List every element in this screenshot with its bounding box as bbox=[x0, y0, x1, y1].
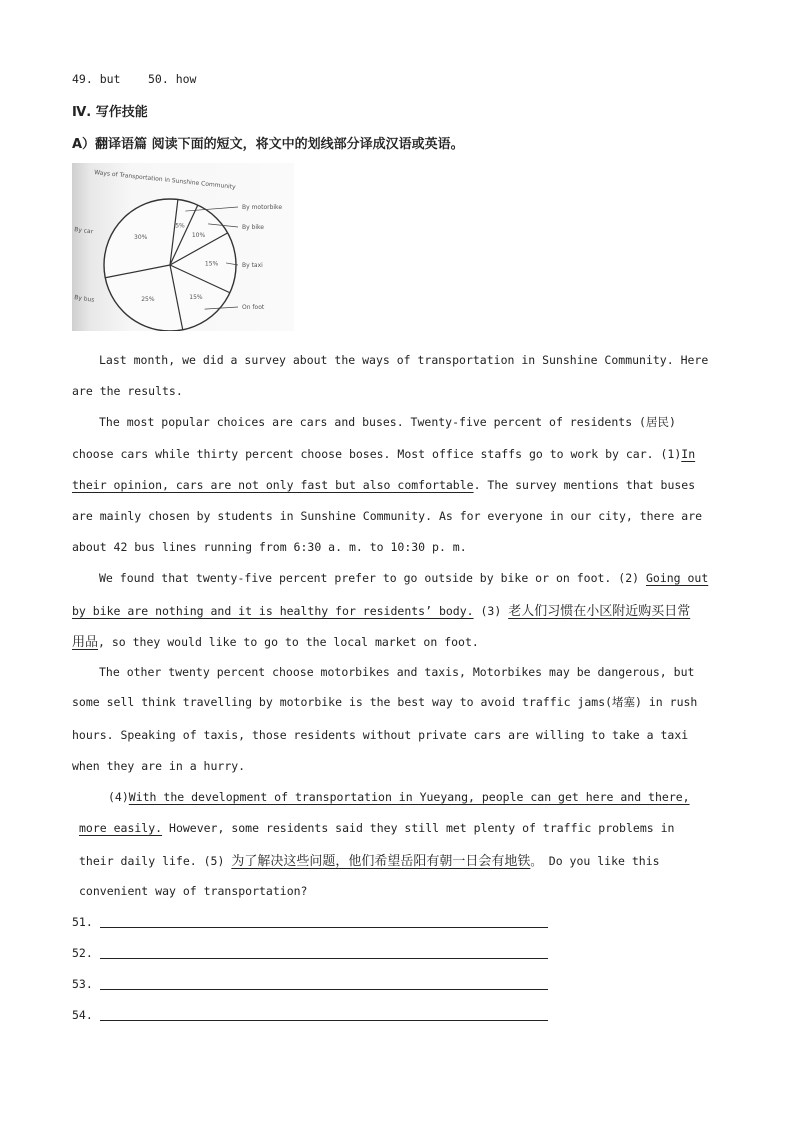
underlined-3b: 用品 bbox=[72, 635, 99, 650]
underlined-2a: Going out bbox=[645, 571, 709, 585]
answer-49: 49. but bbox=[72, 72, 121, 86]
p3-line3 bbox=[72, 631, 479, 650]
p2-line2-text: choose cars while thirty percent choose boses. Most office staffs go to work by car. (1) bbox=[72, 447, 682, 461]
side-label-by-bus: By bus bbox=[73, 294, 95, 304]
p2-line3 bbox=[72, 478, 695, 492]
p2-line1: The most popular choices are cars and buses. Twenty-five percent of residents (居民) bbox=[99, 415, 676, 429]
p2-line2 bbox=[72, 447, 695, 461]
p4-line3: hours. Speaking of taxis, those residents without private cars are willing to take a taxi bbox=[72, 728, 689, 742]
p5-line2-text: However, some residents said they still met plenty of traffic problems in bbox=[162, 821, 675, 835]
legend-label-by-motorbike: By motorbike bbox=[242, 204, 283, 211]
p1-line2: are the results. bbox=[72, 384, 183, 398]
legend-label-on-foot: On foot bbox=[242, 304, 265, 311]
blank-52-label: 52. bbox=[72, 946, 93, 960]
p5-line2 bbox=[79, 821, 674, 835]
answer-50: 50. how bbox=[148, 72, 197, 86]
p5-line3-text: their daily life. (5) bbox=[79, 854, 232, 868]
slice-label-by-car: 25% bbox=[141, 295, 155, 303]
chart-title: Ways of Transportation in Sunshine Community bbox=[93, 169, 236, 191]
p3-line1 bbox=[99, 571, 708, 585]
underlined-3a: 老人们习惯在小区附近购买日常 bbox=[508, 604, 691, 619]
blank-53-label: 53. bbox=[72, 977, 93, 991]
subsection-heading bbox=[72, 133, 464, 152]
p2-line4: are mainly chosen by students in Sunshine Community. As for everyone in our city, there are bbox=[72, 509, 703, 523]
p5-line1 bbox=[108, 790, 690, 804]
section-title: Ⅳ. 写作技能 bbox=[72, 105, 148, 120]
p5-line4: convenient way of transportation? bbox=[79, 884, 308, 898]
legend-label-by-bike: By bike bbox=[242, 224, 265, 231]
subsection-label: A）翻译语篇 bbox=[72, 137, 148, 152]
p4-line2: some sell think travelling by motorbike is the best way to avoid traffic jams(堵塞) in rush bbox=[72, 695, 698, 709]
p4-line4: when they are in a hurry. bbox=[72, 759, 246, 773]
blank-53-line[interactable] bbox=[100, 989, 548, 990]
marker-4: (4) bbox=[108, 790, 129, 804]
p5-line3 bbox=[79, 850, 660, 869]
slice-label-on-foot: 15% bbox=[189, 294, 203, 302]
slice-label-by-bus: 30% bbox=[134, 234, 148, 242]
side-label-by-car: By car bbox=[73, 226, 94, 236]
subsection-instruction: 阅读下面的短文，将文中的划线部分译成汉语或英语。 bbox=[147, 137, 464, 152]
slice-label-by-motorbike: 5% bbox=[175, 222, 185, 230]
slice-label-by-bike: 10% bbox=[191, 232, 206, 240]
p4-line1: The other twenty percent choose motorbikes and taxis, Motorbikes may be dangerous, but bbox=[99, 665, 695, 679]
blank-51-line[interactable] bbox=[100, 927, 548, 928]
underlined-5: 为了解决这些问题，他们希望岳阳有朝一日会有地铁 bbox=[231, 854, 531, 869]
underlined-1a: In bbox=[681, 447, 696, 461]
p2-line3-text: . The survey mentions that buses bbox=[473, 478, 696, 492]
underlined-4b: more easily. bbox=[79, 821, 163, 835]
p3-line2 bbox=[72, 600, 690, 619]
p3-line1-text: We found that twenty-five percent prefer to go outside by bike or on foot. (2) bbox=[99, 571, 646, 585]
blank-51-label: 51. bbox=[72, 915, 93, 929]
pie-chart-figure bbox=[72, 163, 294, 331]
underlined-1b: their opinion, cars are not only fast but also comfortable bbox=[72, 478, 474, 492]
blank-54-line[interactable] bbox=[100, 1020, 548, 1021]
p1-line1: Last month, we did a survey about the ways of transportation in Sunshine Community. Here bbox=[99, 353, 709, 367]
underlined-4a: With the development of transportation in Yueyang, people can get here and there, bbox=[128, 790, 690, 804]
underlined-2b: by bike are nothing and it is healthy for residents’ body. bbox=[72, 604, 474, 618]
p5-line3-tail: 。 Do you like this bbox=[530, 854, 660, 868]
legend-label-by-taxi: By taxi bbox=[242, 262, 263, 269]
marker-3: (3) bbox=[473, 604, 509, 618]
p3-line3-text: , so they would like to go to the local market on foot. bbox=[98, 635, 479, 649]
blank-54-label: 54. bbox=[72, 1008, 93, 1022]
slice-label-by-taxi: 15% bbox=[204, 260, 219, 268]
p2-line5: about 42 bus lines running from 6:30 a. m. to 10:30 p. m. bbox=[72, 540, 467, 554]
pie-chart bbox=[72, 163, 294, 331]
blank-52-line[interactable] bbox=[100, 958, 548, 959]
